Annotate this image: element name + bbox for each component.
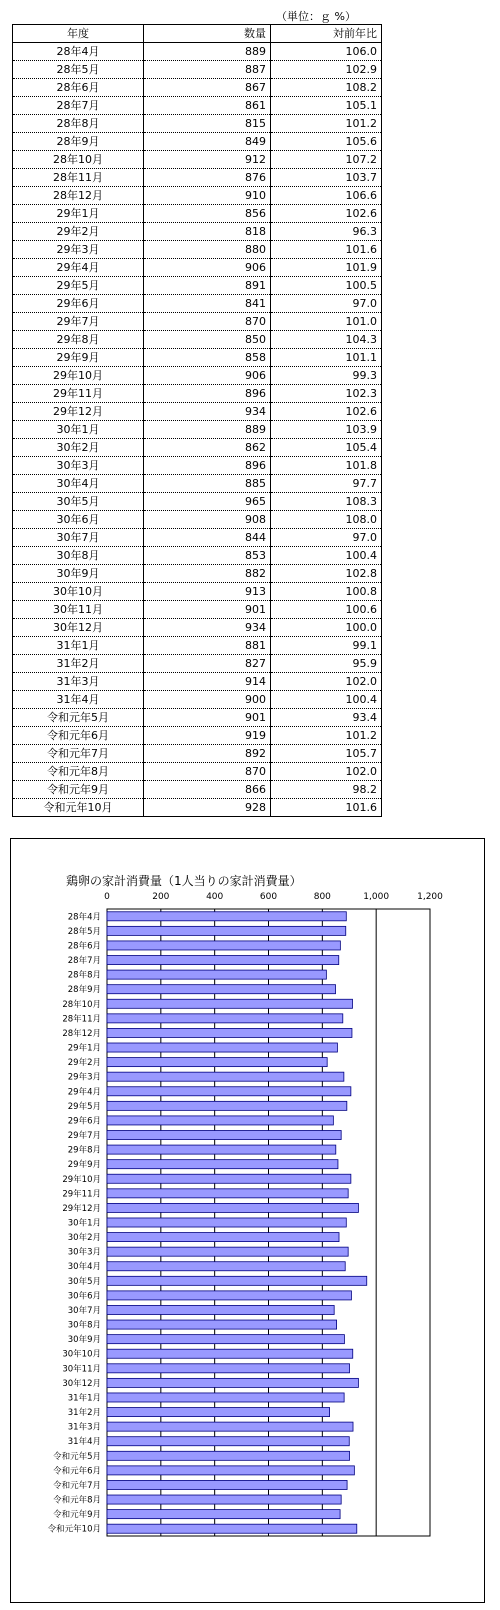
cell-year: 28年5月: [13, 61, 144, 79]
table-row: [13, 493, 382, 511]
table-row: [13, 637, 382, 655]
y-category-label: 29年1月: [67, 1043, 101, 1054]
bar: [107, 941, 340, 950]
table-row: [13, 43, 382, 61]
table-row: [13, 565, 382, 583]
cell-quantity: 928: [144, 799, 271, 817]
table-row: [13, 709, 382, 727]
y-category-label: 29年6月: [67, 1116, 101, 1127]
cell-ratio: 102.9: [271, 61, 382, 79]
y-category-label: 29年8月: [67, 1145, 101, 1156]
cell-ratio: 108.2: [271, 79, 382, 97]
table-row: [13, 619, 382, 637]
cell-quantity: 889: [144, 43, 271, 61]
bar: [107, 912, 346, 921]
cell-quantity: 818: [144, 223, 271, 241]
bar: [107, 1116, 333, 1125]
table-row: [13, 187, 382, 205]
cell-quantity: 880: [144, 241, 271, 259]
cell-ratio: 97.0: [271, 295, 382, 313]
cell-ratio: 95.9: [271, 655, 382, 673]
unit-note: （単位：ｇ %）: [276, 10, 356, 23]
cell-quantity: 889: [144, 421, 271, 439]
cell-year: 29年8月: [13, 331, 144, 349]
cell-ratio: 102.3: [271, 385, 382, 403]
cell-year: 30年7月: [13, 529, 144, 547]
cell-ratio: 101.6: [271, 799, 382, 817]
chart-title: 鶏卵の家計消費量（1人当りの家計消費量）: [66, 874, 302, 888]
header-quantity: 数量: [144, 25, 271, 43]
y-category-label: 31年3月: [67, 1422, 101, 1433]
cell-ratio: 101.8: [271, 457, 382, 475]
table-row: [13, 727, 382, 745]
y-category-label: 28年9月: [67, 985, 101, 996]
table-row: [13, 295, 382, 313]
table-row: [13, 223, 382, 241]
y-category-label: 29年10月: [62, 1174, 101, 1185]
bar: [107, 1218, 346, 1227]
table-row: [13, 745, 382, 763]
bar: [107, 1058, 327, 1067]
y-category-label: 令和元年5月: [53, 1451, 101, 1462]
y-category-label: 令和元年9月: [53, 1510, 101, 1521]
cell-year: 31年4月: [13, 691, 144, 709]
cell-year: 29年5月: [13, 277, 144, 295]
cell-quantity: 861: [144, 97, 271, 115]
bar: [107, 1233, 339, 1242]
cell-quantity: 870: [144, 313, 271, 331]
bar: [107, 1349, 353, 1358]
bar: [107, 1393, 344, 1402]
bar: [107, 985, 336, 994]
cell-year: 29年11月: [13, 385, 144, 403]
cell-ratio: 93.4: [271, 709, 382, 727]
cell-quantity: 882: [144, 565, 271, 583]
cell-year: 令和元年8月: [13, 763, 144, 781]
cell-year: 令和元年5月: [13, 709, 144, 727]
cell-quantity: 919: [144, 727, 271, 745]
y-category-label: 30年6月: [67, 1291, 101, 1302]
table-row: [13, 583, 382, 601]
bar: [107, 1422, 353, 1431]
cell-quantity: 866: [144, 781, 271, 799]
cell-year: 29年10月: [13, 367, 144, 385]
x-tick-label: 1,200: [417, 892, 443, 902]
bar: [107, 1364, 350, 1373]
cell-quantity: 934: [144, 403, 271, 421]
y-category-label: 29年9月: [67, 1160, 101, 1171]
cell-ratio: 106.6: [271, 187, 382, 205]
cell-quantity: 827: [144, 655, 271, 673]
cell-year: 31年3月: [13, 673, 144, 691]
cell-quantity: 965: [144, 493, 271, 511]
bar: [107, 999, 352, 1008]
table-row: [13, 97, 382, 115]
cell-year: 30年4月: [13, 475, 144, 493]
x-tick-label: 0: [104, 892, 110, 902]
table-row: [13, 457, 382, 475]
cell-quantity: 891: [144, 277, 271, 295]
bar: [107, 1480, 347, 1489]
table-row: [13, 781, 382, 799]
x-tick-label: 800: [313, 892, 331, 902]
cell-ratio: 103.9: [271, 421, 382, 439]
cell-ratio: 99.1: [271, 637, 382, 655]
cell-ratio: 105.6: [271, 133, 382, 151]
table-row: [13, 385, 382, 403]
cell-ratio: 105.4: [271, 439, 382, 457]
cell-year: 31年1月: [13, 637, 144, 655]
table-row: [13, 763, 382, 781]
cell-ratio: 97.7: [271, 475, 382, 493]
cell-ratio: 101.0: [271, 313, 382, 331]
cell-year: 31年2月: [13, 655, 144, 673]
cell-year: 29年3月: [13, 241, 144, 259]
cell-year: 令和元年9月: [13, 781, 144, 799]
bar: [107, 1072, 344, 1081]
y-category-label: 29年11月: [62, 1189, 101, 1200]
bar: [107, 926, 346, 935]
cell-year: 30年6月: [13, 511, 144, 529]
cell-ratio: 101.9: [271, 259, 382, 277]
table-row: [13, 547, 382, 565]
y-category-label: 28年5月: [67, 926, 101, 937]
y-category-label: 30年7月: [67, 1305, 101, 1316]
table-row: [13, 115, 382, 133]
y-category-label: 29年12月: [62, 1203, 101, 1214]
cell-ratio: 105.1: [271, 97, 382, 115]
cell-year: 30年11月: [13, 601, 144, 619]
y-category-label: 30年2月: [67, 1233, 101, 1244]
cell-ratio: 98.2: [271, 781, 382, 799]
y-category-label: 31年2月: [67, 1408, 101, 1419]
x-tick-label: 600: [259, 892, 278, 902]
cell-quantity: 841: [144, 295, 271, 313]
cell-year: 28年9月: [13, 133, 144, 151]
bar: [107, 1524, 357, 1533]
cell-year: 28年6月: [13, 79, 144, 97]
cell-year: 30年9月: [13, 565, 144, 583]
bar-chart: [11, 839, 484, 1602]
cell-quantity: 896: [144, 385, 271, 403]
cell-quantity: 908: [144, 511, 271, 529]
bar: [107, 1014, 343, 1023]
y-category-label: 30年4月: [67, 1262, 101, 1273]
bar: [107, 1495, 341, 1504]
cell-year: 28年12月: [13, 187, 144, 205]
table-row: [13, 169, 382, 187]
cell-quantity: 892: [144, 745, 271, 763]
bar: [107, 1276, 367, 1285]
bar: [107, 1087, 351, 1096]
bar: [107, 1451, 350, 1460]
bar: [107, 1130, 341, 1139]
table-row: [13, 529, 382, 547]
cell-year: 29年7月: [13, 313, 144, 331]
header-year: 年度: [13, 25, 144, 43]
cell-ratio: 102.8: [271, 565, 382, 583]
cell-year: 令和元年7月: [13, 745, 144, 763]
y-category-label: 31年4月: [67, 1437, 101, 1448]
cell-quantity: 858: [144, 349, 271, 367]
cell-year: 30年2月: [13, 439, 144, 457]
table-row: [13, 691, 382, 709]
cell-quantity: 913: [144, 583, 271, 601]
cell-quantity: 906: [144, 259, 271, 277]
bar: [107, 1262, 345, 1271]
cell-quantity: 896: [144, 457, 271, 475]
table-row: [13, 403, 382, 421]
y-category-label: 30年12月: [62, 1378, 101, 1389]
cell-ratio: 105.7: [271, 745, 382, 763]
y-category-label: 31年1月: [67, 1393, 101, 1404]
cell-ratio: 101.2: [271, 727, 382, 745]
cell-year: 令和元年10月: [13, 799, 144, 817]
cell-ratio: 100.0: [271, 619, 382, 637]
bar: [107, 1145, 336, 1154]
table-row: [13, 133, 382, 151]
cell-quantity: 867: [144, 79, 271, 97]
cell-year: 30年3月: [13, 457, 144, 475]
cell-ratio: 108.3: [271, 493, 382, 511]
y-category-label: 28年7月: [67, 956, 101, 967]
cell-ratio: 102.0: [271, 763, 382, 781]
cell-year: 令和元年6月: [13, 727, 144, 745]
table-row: [13, 601, 382, 619]
cell-year: 29年9月: [13, 349, 144, 367]
table-row: [13, 205, 382, 223]
table-row: [13, 277, 382, 295]
x-tick-label: 400: [206, 892, 224, 902]
table-row: [13, 151, 382, 169]
cell-ratio: 100.6: [271, 601, 382, 619]
chart-frame: [10, 838, 485, 1603]
bar: [107, 956, 339, 965]
cell-quantity: 853: [144, 547, 271, 565]
cell-year: 29年12月: [13, 403, 144, 421]
cell-quantity: 876: [144, 169, 271, 187]
bar: [107, 1291, 351, 1300]
cell-year: 28年10月: [13, 151, 144, 169]
cell-ratio: 101.2: [271, 115, 382, 133]
cell-year: 30年8月: [13, 547, 144, 565]
y-category-label: 28年4月: [67, 912, 101, 923]
cell-year: 29年2月: [13, 223, 144, 241]
cell-year: 29年4月: [13, 259, 144, 277]
y-category-label: 28年8月: [67, 970, 101, 981]
bar: [107, 1028, 352, 1037]
cell-ratio: 99.3: [271, 367, 382, 385]
y-category-label: 令和元年8月: [53, 1495, 101, 1506]
cell-ratio: 108.0: [271, 511, 382, 529]
y-category-label: 29年5月: [67, 1101, 101, 1112]
y-category-label: 29年4月: [67, 1087, 101, 1098]
cell-ratio: 104.3: [271, 331, 382, 349]
bar: [107, 1510, 340, 1519]
cell-quantity: 850: [144, 331, 271, 349]
table-row: [13, 655, 382, 673]
cell-year: 28年8月: [13, 115, 144, 133]
cell-quantity: 901: [144, 709, 271, 727]
cell-ratio: 101.6: [271, 241, 382, 259]
y-category-label: 30年1月: [67, 1218, 101, 1229]
y-category-label: 30年5月: [67, 1276, 101, 1287]
cell-year: 30年5月: [13, 493, 144, 511]
cell-year: 28年7月: [13, 97, 144, 115]
table-row: [13, 421, 382, 439]
cell-ratio: 102.0: [271, 673, 382, 691]
bar: [107, 1174, 351, 1183]
cell-ratio: 97.0: [271, 529, 382, 547]
cell-quantity: 887: [144, 61, 271, 79]
cell-year: 29年1月: [13, 205, 144, 223]
cell-ratio: 103.7: [271, 169, 382, 187]
table-row: [13, 367, 382, 385]
cell-quantity: 900: [144, 691, 271, 709]
consumption-table: [12, 24, 382, 817]
cell-quantity: 912: [144, 151, 271, 169]
table-header-row: [13, 25, 382, 43]
cell-ratio: 100.8: [271, 583, 382, 601]
cell-quantity: 856: [144, 205, 271, 223]
table-row: [13, 349, 382, 367]
table-row: [13, 799, 382, 817]
table-row: [13, 331, 382, 349]
table-row: [13, 313, 382, 331]
y-category-label: 令和元年6月: [53, 1466, 101, 1477]
cell-quantity: 862: [144, 439, 271, 457]
y-category-label: 30年10月: [62, 1349, 101, 1360]
table-row: [13, 259, 382, 277]
bar: [107, 1320, 337, 1329]
y-category-label: 28年10月: [62, 999, 101, 1010]
x-tick-label: 1,000: [363, 892, 390, 902]
bar: [107, 1466, 354, 1475]
bar: [107, 1203, 358, 1212]
y-category-label: 令和元年10月: [47, 1524, 101, 1535]
cell-quantity: 914: [144, 673, 271, 691]
y-category-label: 30年11月: [62, 1364, 101, 1375]
y-category-label: 28年11月: [62, 1014, 101, 1025]
y-category-label: 令和元年7月: [53, 1480, 101, 1491]
cell-ratio: 96.3: [271, 223, 382, 241]
table-row: [13, 439, 382, 457]
cell-year: 30年12月: [13, 619, 144, 637]
table-row: [13, 475, 382, 493]
cell-ratio: 101.1: [271, 349, 382, 367]
cell-quantity: 844: [144, 529, 271, 547]
bar: [107, 1189, 348, 1198]
cell-quantity: 815: [144, 115, 271, 133]
cell-ratio: 102.6: [271, 403, 382, 421]
cell-quantity: 870: [144, 763, 271, 781]
bar: [107, 1160, 338, 1169]
x-tick-label: 200: [152, 892, 170, 902]
y-category-label: 28年6月: [67, 941, 101, 952]
table-row: [13, 79, 382, 97]
bar: [107, 1101, 347, 1110]
y-category-label: 30年9月: [67, 1335, 101, 1346]
header-ratio: 対前年比: [271, 25, 382, 43]
cell-quantity: 881: [144, 637, 271, 655]
cell-ratio: 107.2: [271, 151, 382, 169]
cell-quantity: 849: [144, 133, 271, 151]
y-category-label: 29年2月: [67, 1058, 101, 1069]
bar: [107, 1408, 330, 1417]
bar: [107, 1437, 349, 1446]
y-category-label: 28年12月: [62, 1028, 101, 1039]
bar: [107, 1335, 344, 1344]
cell-ratio: 102.6: [271, 205, 382, 223]
cell-year: 30年10月: [13, 583, 144, 601]
y-category-label: 29年3月: [67, 1072, 101, 1083]
cell-year: 28年11月: [13, 169, 144, 187]
table-row: [13, 241, 382, 259]
cell-quantity: 910: [144, 187, 271, 205]
cell-quantity: 906: [144, 367, 271, 385]
cell-ratio: 106.0: [271, 43, 382, 61]
cell-ratio: 100.4: [271, 691, 382, 709]
cell-quantity: 934: [144, 619, 271, 637]
bar: [107, 1247, 348, 1256]
cell-quantity: 901: [144, 601, 271, 619]
cell-year: 30年1月: [13, 421, 144, 439]
y-category-label: 29年7月: [67, 1131, 101, 1142]
table-row: [13, 61, 382, 79]
table-row: [13, 673, 382, 691]
bar: [107, 1378, 358, 1387]
cell-quantity: 885: [144, 475, 271, 493]
y-category-label: 30年3月: [67, 1247, 101, 1258]
y-category-label: 30年8月: [67, 1320, 101, 1331]
bar: [107, 970, 326, 979]
cell-year: 28年4月: [13, 43, 144, 61]
bar: [107, 1305, 334, 1314]
cell-ratio: 100.5: [271, 277, 382, 295]
cell-year: 29年6月: [13, 295, 144, 313]
cell-ratio: 100.4: [271, 547, 382, 565]
table-row: [13, 511, 382, 529]
bar: [107, 1043, 337, 1052]
